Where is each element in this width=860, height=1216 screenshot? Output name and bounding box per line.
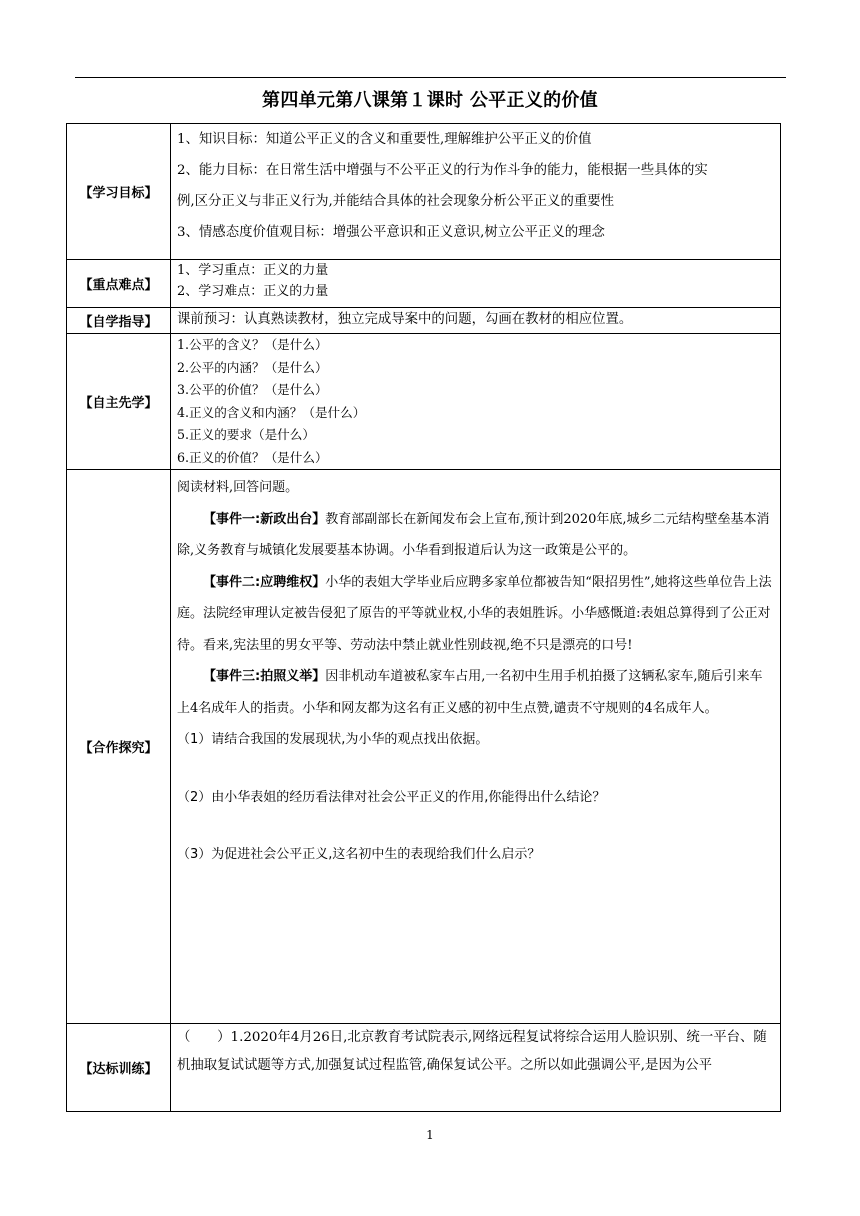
practice-content — [171, 1024, 781, 1112]
objective-line: 1、知识目标：知道公平正义的含义和重要性,理解维护公平正义的价值 — [177, 132, 592, 147]
event-3 — [177, 661, 772, 724]
page-title: 第四单元第八课第１课时 公平正义的价值 — [262, 90, 598, 111]
lesson-table — [66, 123, 781, 1112]
practice-text: （ ）1.2020年4月26日,北京教育考试院表示,网络远程复试将综合运用人脸识别、统一平台、随机抽取复试试题等方式,加强复试过程监管,确保复试公平。之所以如此强调公平,是因为公平 — [177, 1030, 767, 1073]
guide-text: 课前预习：认真熟读教材，独立完成导案中的问题，勾画在教材的相应位置。 — [177, 312, 633, 327]
event-2-text: 小华的表姐大学毕业后应聘多家单位都被告知“限招男性”,她将这些单位告上法庭。法院经审理认定被告侵犯了原告的平等就业权,小华的表姐胜诉。小华感慨道:表姐总算得到了公正对待。看来,宪法里的男女平等、劳动法中禁止就业性别歧视,绝不只是漂亮的口号! — [177, 574, 772, 653]
objectives-content — [171, 124, 781, 260]
event-2 — [177, 567, 772, 662]
guide-content — [171, 308, 781, 334]
row-guide — [67, 308, 781, 334]
event-1 — [177, 504, 772, 567]
objective-line: 2、能力目标：在日常生活中增强与不公平正义的行为作斗争的能力，能根据一些具体的实 — [177, 163, 708, 178]
label-objectives: 【学习目标】 — [67, 124, 171, 260]
label-keypoints: 【重点难点】 — [67, 260, 171, 308]
label-cooperate: 【合作探究】 — [67, 470, 171, 1024]
question-1: （1）请结合我国的发展现状,为小华的观点找出依据。 — [177, 732, 489, 747]
keypoint-line: 2、学习难点：正义的力量 — [177, 284, 329, 299]
cooperate-intro: 阅读材料,回答问题。 — [177, 480, 299, 495]
event-1-title: 【事件一:新政出台】 — [203, 511, 326, 527]
row-selfstudy — [67, 334, 781, 470]
cooperate-content — [171, 470, 781, 1024]
label-guide: 【自学指导】 — [67, 308, 171, 334]
selfstudy-item: 4.正义的含义和内涵？（是什么） — [177, 404, 366, 420]
selfstudy-item: 2.公平的内涵？（是什么） — [177, 359, 328, 375]
event-3-title: 【事件三:拍照义举】 — [203, 669, 326, 684]
event-3-text: 因非机动车道被私家车占用,一名初中生用手机拍摄了这辆私家车,随后引来车上4名成年人的指责。小华和网友都为这名有正义感的初中生点赞,谴责不守规则的4名成年人。 — [177, 669, 763, 716]
objective-line: 例,区分正义与非正义行为,并能结合具体的社会现象分析公平正义的重要性 — [177, 194, 615, 209]
label-selfstudy: 【自主先学】 — [67, 334, 171, 470]
page-number: 1 — [426, 1128, 434, 1142]
row-keypoints — [67, 260, 781, 308]
selfstudy-content — [171, 334, 781, 470]
row-objectives — [67, 124, 781, 260]
question-3: （3）为促进社会公平正义,这名初中生的表现给我们什么启示？ — [177, 847, 541, 862]
selfstudy-item: 3.公平的价值？（是什么） — [177, 382, 328, 397]
row-practice — [67, 1024, 781, 1112]
selfstudy-item: 1.公平的含义？（是什么） — [177, 337, 328, 352]
keypoints-content — [171, 260, 781, 308]
objective-line: 3、情感态度价值观目标：增强公平意识和正义意识,树立公平正义的理念 — [177, 225, 605, 240]
event-1-text: 教育部副部长在新闻发布会上宣布,预计到2020年底,城乡二元结构壁垒基本消除,义务教育与城镇化发展要基本协调。小华看到报道后认为这一政策是公平的。 — [177, 511, 770, 558]
label-practice: 【达标训练】 — [67, 1024, 171, 1112]
keypoint-line: 1、学习重点：正义的力量 — [177, 263, 329, 278]
event-2-title: 【事件二:应聘维权】 — [203, 574, 326, 590]
row-cooperate — [67, 470, 781, 1024]
header-rule — [75, 77, 786, 78]
selfstudy-item: 6.正义的价值？（是什么） — [177, 449, 328, 465]
question-2: （2）由小华表姐的经历看法律对社会公平正义的作用,你能得出什么结论？ — [177, 789, 606, 805]
selfstudy-item: 5.正义的要求（是什么） — [177, 427, 315, 442]
